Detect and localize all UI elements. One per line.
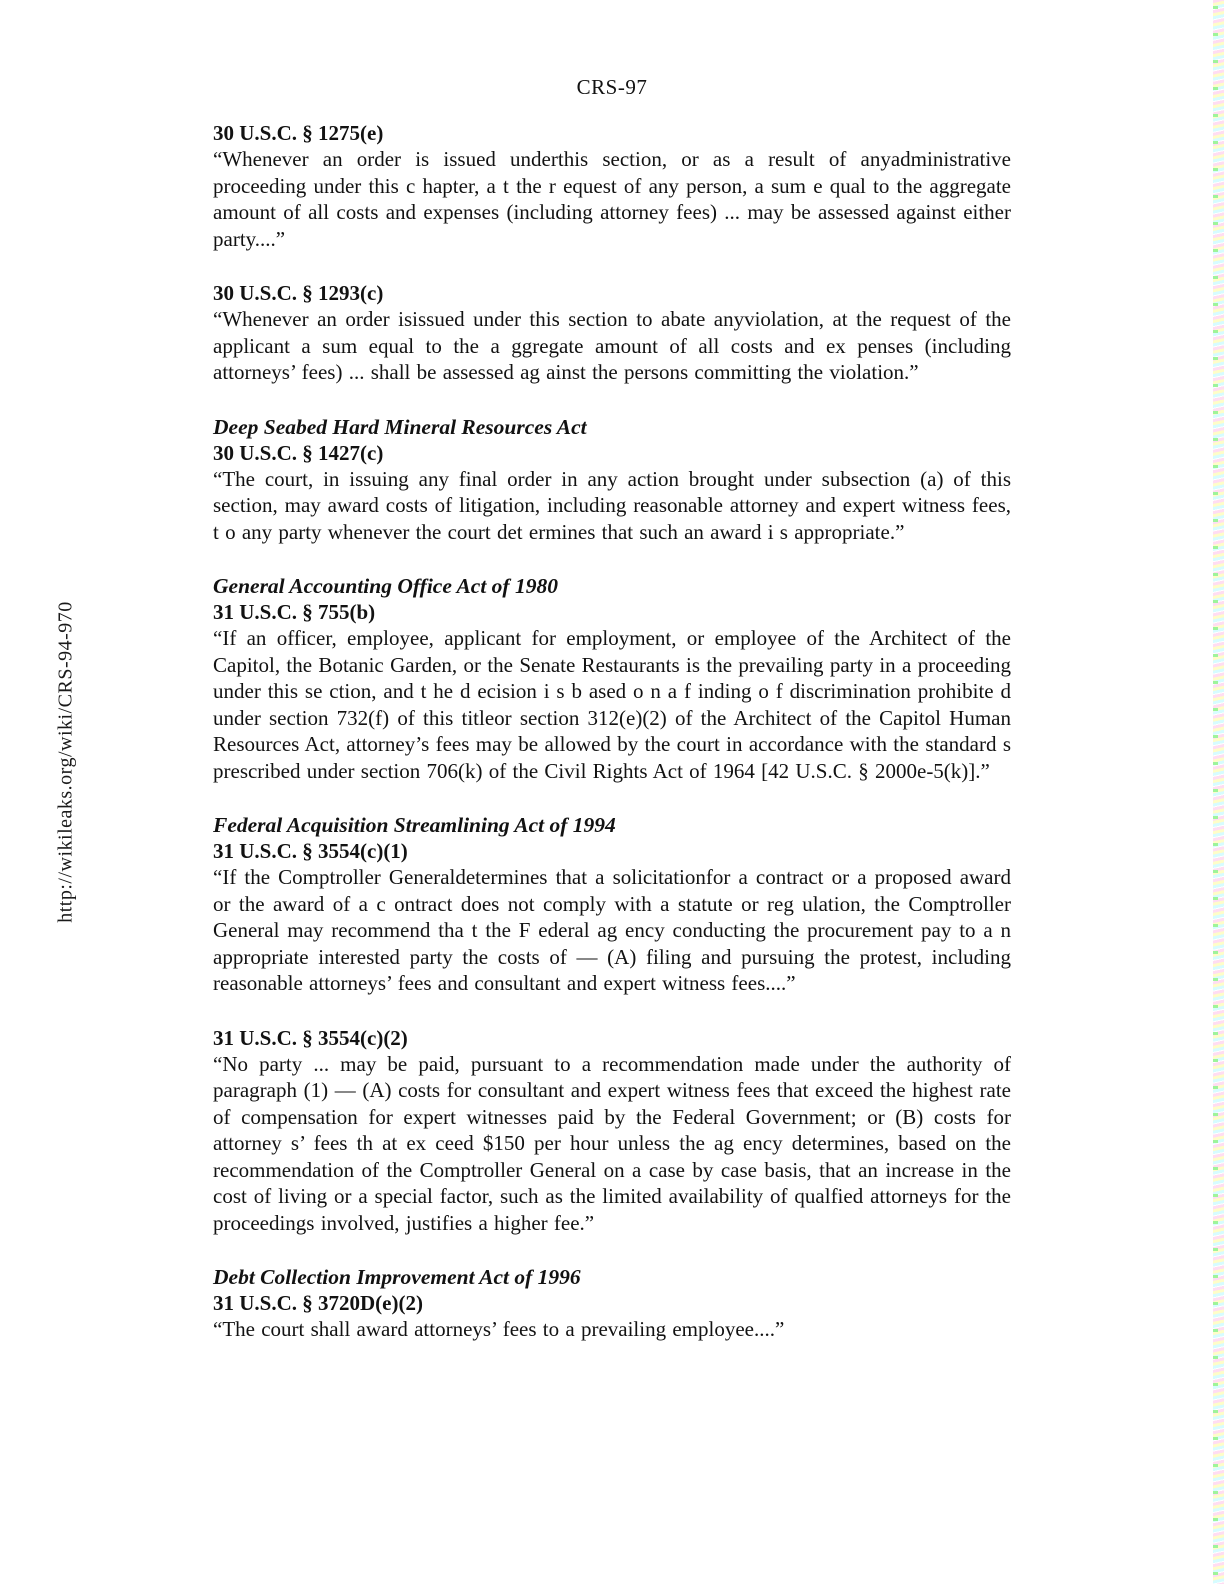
statute-section-1427c [213,414,1011,546]
usc-citation-heading: 31 U.S.C. § 755(b) [213,600,376,624]
usc-citation-heading: 30 U.S.C. § 1293(c) [213,281,384,305]
scan-edge-artifact [1213,0,1224,1584]
statute-section-755b [213,573,1011,784]
act-title: Deep Seabed Hard Mineral Resources Act [213,414,587,439]
usc-citation-heading: 31 U.S.C. § 3720D(e)(2) [213,1291,423,1315]
statute-section-3554c2 [213,1025,1011,1237]
document-content [213,74,1011,1371]
statute-section-1275e [213,120,1011,252]
act-title: Federal Acquisition Streamlining Act of 1994 [213,813,616,837]
usc-citation-heading: 31 U.S.C. § 3554(c)(1) [213,839,408,863]
act-title: Debt Collection Improvement Act of 1996 [213,1265,581,1289]
usc-citation-heading: 30 U.S.C. § 1275(e) [213,121,384,145]
statute-quote: “Whenever an order isissued under this section to abate anyviolation, at the request of the applicant a sum equal to the a ggregate amount of all costs and ex penses (including attorneys’ fees) ... shall be assessed ag ainst the persons committing the violation.” [213,307,1011,384]
page-number: CRS-97 [576,75,648,99]
usc-citation-heading: 30 U.S.C. § 1427(c) [213,440,384,465]
statute-quote: “Whenever an order is issued underthis section, or as a result of anyadministrative proceeding under this c hapter, a t the r equest of any person, a sum e qual to the aggregate amount of all costs and expenses (including attorney fees) ... may be assessed against either party....” [213,147,1011,251]
wikileaks-watermark: http://wikileaks.org/wiki/CRS-94-970 [54,601,77,923]
statute-section-3720de2 [213,1264,1011,1343]
act-title: General Accounting Office Act of 1980 [213,574,558,598]
statute-section-1293c [213,280,1011,386]
statute-quote: “The court, in issuing any final order in any action brought under subsection (a) of this section, may award costs of litigation, including reasonable attorney and expert witness fees, t o any party whenever the court det ermines that such an award i s appropriate.” [213,466,1011,544]
usc-citation-heading: 31 U.S.C. § 3554(c)(2) [213,1025,408,1050]
statute-quote: “If the Comptroller Generaldetermines that a solicitationfor a contract or a proposed award or the award of a c ontract does not comply with a statute or reg ulation, the Comptroller General may recommend tha t the F ederal ag ency conducting the procurement pay to a n appropriate interested party the costs of — (A) filing and pursuing the protest, including reasonable attorneys’ fees and consultant and expert witness fees....” [213,865,1011,995]
statute-quote: “If an officer, employee, applicant for employment, or employee of the Architect of the Capitol, the Botanic Garden, or the Senate Restaurants is the prevailing party in a proceeding under this se ction, and t he d ecision i s b ased o n a f inding o f discrimination prohibite d under section 732(f) of this titleor section 312(e)(2) of the Architect of the Capitol Human Resources Act, attorney’s fees may be allowed by the court in accordance with the standard s prescribed under section 706(k) of the Civil Rights Act of 1964 [42 U.S.C. § 2000e-5(k)].” [213,626,1011,783]
statute-section-3554c1 [213,812,1011,997]
statute-quote: “The court shall award attorneys’ fees to a prevailing employee....” [213,1317,785,1341]
statute-quote: “No party ... may be paid, pursuant to a recommendation made under the authority of paragraph (1) — (A) costs for consultant and expert witness fees that exceed the highest rate of compensation for expert witnesses paid by the Federal Government; or (B) costs for attorney s’ fees th at ex ceed $150 per hour unless the ag ency determines, based on the recommendation of the Comptroller General on a case by case basis, that an increase in the cost of living or a special factor, such as the limited availability of qualfied attorneys for the proceedings involved, justifies a higher fee.” [213,1051,1011,1235]
